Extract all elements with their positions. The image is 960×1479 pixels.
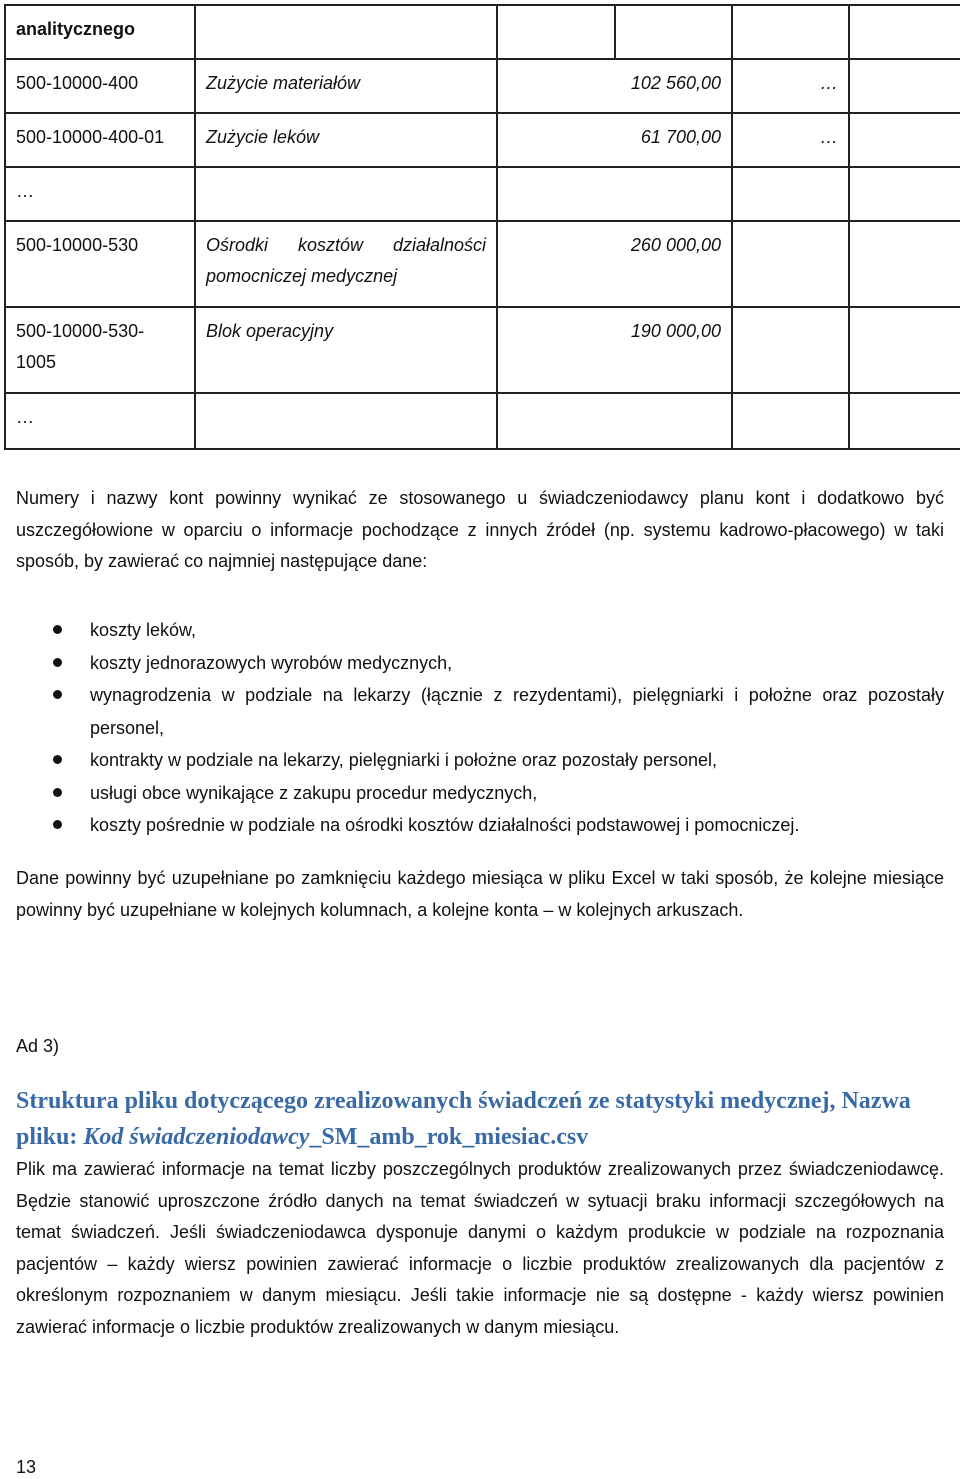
bullet-icon <box>53 788 62 797</box>
bullet-icon <box>53 658 62 667</box>
account-extra: … <box>732 113 849 167</box>
table-row <box>5 59 960 113</box>
table-row <box>5 393 960 449</box>
heading-text: Struktura pliku dotyczącego zrealizowanych świadczeń ze statystyki medycznej, Nazwa pliku: <box>16 1088 911 1150</box>
account-name <box>195 221 497 307</box>
account-name: Zużycie materiałów <box>195 59 497 113</box>
account-number: 500-10000-530 <box>5 221 195 307</box>
account-name-line: Ośrodki kosztów działalności <box>206 235 486 255</box>
bullet-icon <box>53 625 62 634</box>
accounts-table <box>4 4 960 450</box>
account-name: Zużycie leków <box>195 113 497 167</box>
table-row <box>5 5 960 59</box>
cost-bullet-list <box>16 614 944 842</box>
account-name: Blok operacyjny <box>195 307 497 393</box>
account-number: … <box>5 167 195 221</box>
account-number-line: 500-10000-530- <box>16 321 145 341</box>
account-amount: 190 000,00 <box>497 307 732 393</box>
list-item: kontrakty w podziale na lekarzy, pielęgniarki i położne oraz pozostały personel, <box>16 744 944 777</box>
bullet-icon <box>53 755 62 764</box>
bullet-icon <box>53 820 62 829</box>
intro-paragraph: Numery i nazwy kont powinny wynikać ze stosowanego u świadczeniodawcy planu kont i dodatkowo być uszczegółowione w oparciu o informacje pochodzące z innych źródeł (np. systemu kadrowo-płacowego) w taki sposób, by zawierać co najmniej następujące dane: <box>16 488 944 571</box>
account-extra: … <box>732 59 849 113</box>
account-number: 500-10000-400 <box>5 59 195 113</box>
account-number: … <box>5 393 195 449</box>
page-number: 13 <box>16 1457 37 1477</box>
section-label: Ad 3) <box>16 1036 60 1056</box>
account-number <box>5 307 195 393</box>
table-header-cell: analitycznego <box>5 5 195 59</box>
table-row <box>5 113 960 167</box>
section-heading <box>16 1083 944 1155</box>
account-amount: 61 700,00 <box>497 113 732 167</box>
table-row <box>5 307 960 393</box>
final-paragraph: Plik ma zawierać informacje na temat liczby poszczególnych produktów zrealizowanych przez świadczeniodawcę. Będzie stanowić uproszczone źródło danych na temat świadczeń w sytuacji braku informacji szczegółowych na temat świadczeń. Jeśli świadczeniodawca dysponuje danymi o każdym produkcie w podziale na rozpoznania pacjentów – każdy wiersz powinien zawierać informacje o liczbie produktów zrealizowanych dla pacjentów z określonym rozpoznaniem w danym miesiącu. Jeśli takie informacje nie są dostępne - każdy wiersz powinien zawierać informacje o liczbie produktów zrealizowanych w danym miesiącu. <box>16 1159 944 1337</box>
bullet-icon <box>53 690 62 699</box>
list-item: wynagrodzenia w podziale na lekarzy (łącznie z rezydentami), pielęgniarki i położne oraz pozostały personel, <box>16 679 944 744</box>
heading-text-italic: Kod świadczeniodawcy <box>83 1124 310 1150</box>
list-item: koszty leków, <box>16 614 944 647</box>
list-item: koszty pośrednie w podziale na ośrodki kosztów działalności podstawowej i pomocniczej. <box>16 809 944 842</box>
table-row <box>5 221 960 307</box>
list-item: usługi obce wynikające z zakupu procedur medycznych, <box>16 777 944 810</box>
account-amount: 102 560,00 <box>497 59 732 113</box>
account-number: 500-10000-400-01 <box>5 113 195 167</box>
list-item: koszty jednorazowych wyrobów medycznych, <box>16 647 944 680</box>
account-number-line: 1005 <box>16 352 57 372</box>
account-name-line: pomocniczej medycznej <box>206 266 398 286</box>
excel-paragraph: Dane powinny być uzupełniane po zamknięciu każdego miesiąca w pliku Excel w taki sposób, że kolejne miesiące powinny być uzupełniane w kolejnych kolumnach, a kolejne konta – w kolejnych arkuszach. <box>16 868 944 920</box>
table-row <box>5 167 960 221</box>
heading-text-filename: _SM_amb_rok_miesiac.csv <box>309 1124 589 1150</box>
account-amount: 260 000,00 <box>497 221 732 307</box>
